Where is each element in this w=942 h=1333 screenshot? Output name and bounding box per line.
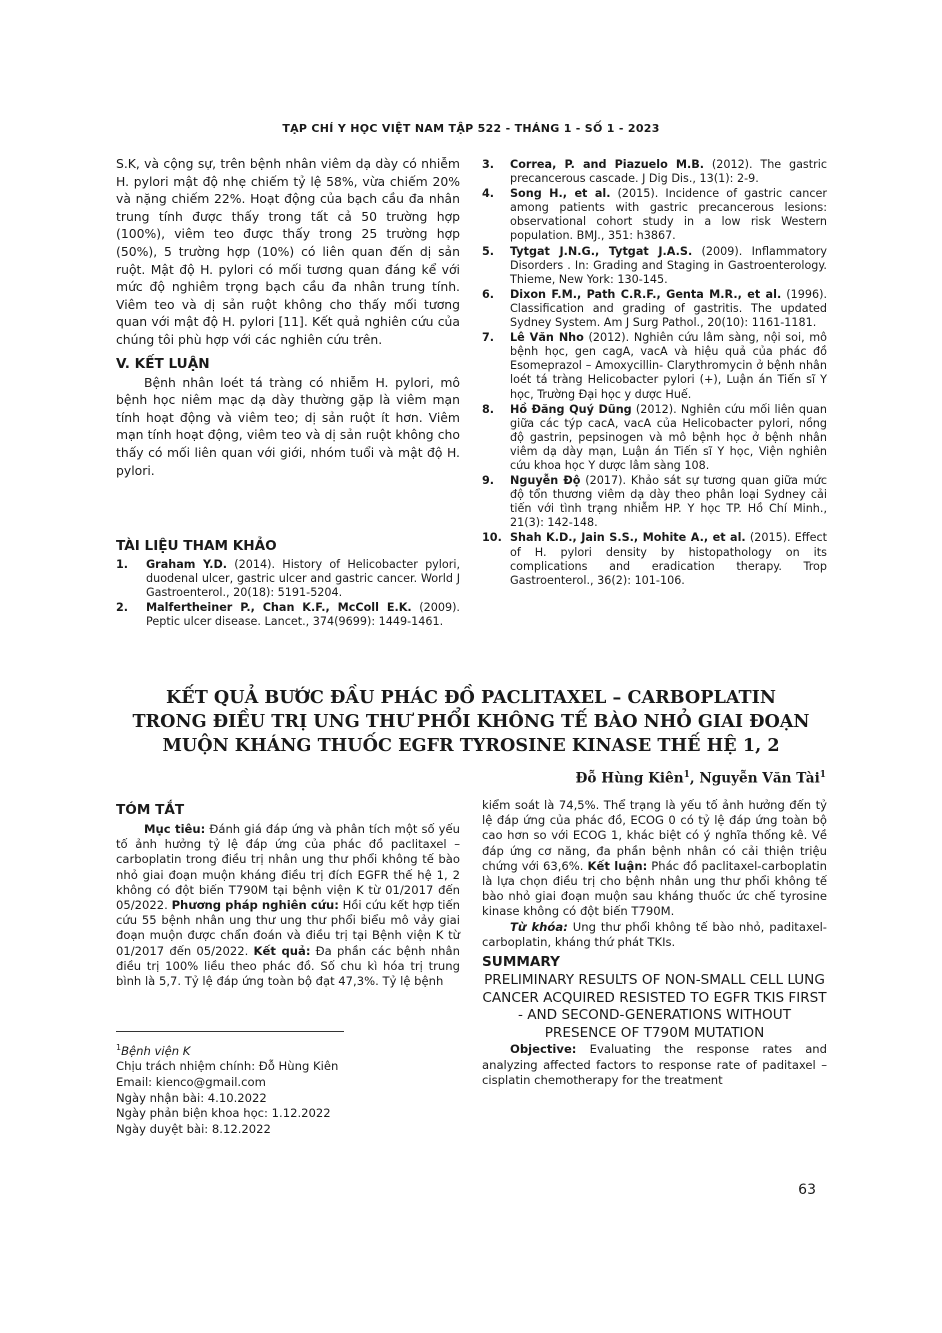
summary-paragraph: Objective: Evaluating the response rates and analyzing affected factors to response rate of paditaxel – cisplatin chemotherapy for the treatment [482, 1042, 827, 1087]
review-date: Ngày phản biện khoa học: 1.12.2022 [116, 1106, 331, 1121]
journal-header: TẠP CHÍ Y HỌC VIỆT NAM TẬP 522 - THÁNG 1 - SỐ 1 - 2023 [282, 122, 660, 135]
affiliation-note: $^1$Bệnh viện K [116, 1043, 191, 1058]
affiliation-mark: 1 [819, 770, 826, 780]
references-list-right [482, 158, 827, 589]
title-line: MUỘN KHÁNG THUỐC EGFR TYROSINE KINASE THẾ HỆ 1, 2 [162, 735, 780, 756]
reference-item: 1. Graham Y.D. (2014). History of Helicobacter pylori, duodenal ulcer, gastric ulcer and gastric cancer. World J Gastroenterol., 20(18): 5191-5204. [116, 558, 461, 600]
reference-item: 5. Tytgat J.N.G., Tytgat J.A.S. (2009). Inflammatory Disorders . In: Grading and Staging in Gastroenterology. Thieme, New York: 130-145. [482, 244, 828, 286]
conclusion-paragraph: Bệnh nhân loét tá tràng có nhiễm H. pylori, mô bệnh học niêm mạc dạ dày thường gặp là viêm mạn tính hoạt động và viêm teo; dị sản ruột ít hơn. Viêm mạn tính hoạt động, viêm teo và dị sản ruột không cho thấy có mối liên quan với giới, nhóm tuổi và mật độ H. pylori. [116, 374, 460, 478]
corresponding-author: Chịu trách nhiệm chính: Đỗ Hùng Kiên [116, 1059, 339, 1074]
email-note: Email: kienco@gmail.com [116, 1075, 266, 1090]
abstract-left-column [116, 822, 460, 989]
title-line: KẾT QUẢ BƯỚC ĐẦU PHÁC ĐỒ PACLITAXEL – CARBOPLATIN [166, 687, 776, 708]
reference-item: 8. Hồ Đăng Quý Dũng (2012). Nghiên cứu mối liên quan giữa các týp cacA, vacA của Helicobacter pylori, nồng độ gastrin, pepsinogen và mô bệnh học ở bệnh nhân viêm dạ dày mạn, Luận án Tiến sĩ Y học, Viện nghiên cứu khoa học Y dược lâm sàng 108. [482, 402, 828, 472]
discussion-paragraph: S.K, và cộng sự, trên bệnh nhân viêm dạ dày có nhiễm H. pylori mật độ nhẹ chiếm tỷ lệ 58%, vừa chiếm 20% và nặng chiếm 22%. Hoạt động của bạch cầu đa nhân trung tính được thấy trong tất cả 50 trường hợp (100%), viêm teo được thấy trong 25 trường hợp (50%), 5 trường hợp (10%) có liên quan đến dị sản ruột. Mật độ H. pylori có mối tương quan đáng kể với mức độ nghiêm trọng bạch cầu đa nhân trung tính. Viêm teo và dị sản ruột không cho thấy mối tương quan với mật độ H. pylori [11]. Kết quả nghiên cứu của chúng tôi phù hợp với các nghiên cứu trên. [116, 156, 460, 347]
reference-item: 6. Dixon F.M., Path C.R.F., Genta M.R., et al. (1996). Classification and grading of gastritis. The updated Sydney System. Am J Surg Pathol., 20(10): 1161-1181. [482, 287, 827, 330]
reference-item: 9. Nguyễn Độ (2017). Khảo sát sự tương quan giữa mức độ tổn thương viêm dạ dày theo phân loại Sydney cải tiến với tình trạng nhiễm HP. Y học TP. Hồ Chí Minh., 21(3): 142-148. [482, 474, 827, 530]
title-line: TRONG ĐIỀU TRỊ UNG THƯ PHỔI KHÔNG TẾ BÀO NHỎ GIAI ĐOẠN [132, 711, 810, 732]
abstract-right-column [482, 798, 827, 1088]
author-name: Đỗ Hùng Kiên [575, 770, 684, 787]
summary-heading: SUMMARY [482, 954, 560, 971]
affiliation-mark: 1 [683, 770, 690, 780]
references-list-left [116, 558, 460, 630]
left-top-column [116, 155, 460, 479]
conclusion-heading: V. KẾT LUẬN [116, 355, 210, 372]
reference-item: 3. Correa, P. and Piazuelo M.B. (2012). The gastric precancerous cascade. J Dig Dis., 13(1): 2-9. [482, 158, 828, 186]
keywords-paragraph: Từ khóa: Ung thư phổi không tế bào nhỏ, paditaxel-carboplatin, kháng thứ phát TKIs. [482, 919, 827, 949]
summary-title: PRELIMINARY RESULTS OF NON-SMALL CELL LUNG CANCER ACQUIRED RESISTED TO EGFR TKIS FIRST - AND SECOND-GENERATIONS WITHOUT PRESENCE OF T790M MUTATION [482, 972, 827, 1041]
article-title [60, 686, 882, 758]
reference-item: 4. Song H., et al. (2015). Incidence of gastric cancer among patients with gastric precancerous lesions: observational cohort study in a low risk Western population. BMJ., 351: h3867. [482, 187, 827, 243]
references-heading: TÀI LIỆU THAM KHẢO [116, 538, 277, 554]
page-number: 63 [798, 1182, 816, 1198]
reference-item: 7. Lê Văn Nho (2012). Nghiên cứu lâm sàng, nội soi, mô bệnh học, gen cagA, vacA và hiệu quả của phác đồ Esomeprazol – Amoxycillin- Clarythromycin ở bệnh nhân loét tá tràng Helicobacter pylori (+), Luận án Tiến sĩ Y học, Trường Đại học y dược Huế. [482, 331, 827, 401]
footnote-divider [116, 1031, 344, 1032]
footnotes [116, 1040, 460, 1137]
accepted-date: Ngày duyệt bài: 8.12.2022 [116, 1121, 271, 1136]
author-name: Nguyễn Văn Tài [699, 770, 820, 787]
abstract-paragraph: kiểm soát là 74,5%. Thể trạng là yếu tố ảnh hưởng đến tỷ lệ đáp ứng của phác đồ, ECOG 0 có tỷ lệ đáp ứng toàn bộ cao hơn so với ECOG 1, khác biệt có ý nghĩa thống kê. Về đáp ứng cơ năng, đa phần bệnh nhân có cải thiện triệu chứng với 63,6%. Kết luận: Phác đồ paclitaxel-carboplatin là lựa chọn điều trị cho bệnh nhân ung thư phổi không tế bào nhỏ giai đoạn muộn sau kháng thuốc ức chế tyrosine kinase không có đột biến T790M. [482, 798, 827, 919]
abstract-paragraph: Mục tiêu: Đánh giá đáp ứng và phân tích một số yếu tố ảnh hưởng tỷ lệ đáp ứng của phác đồ paclitaxel – carboplatin trong điều trị nhân ung thư phổi không tế bào nhỏ giai đoạn muộn kháng điều trị đích EGFR thế hệ 1, 2 không có đột biến T790M tại bệnh viện K từ 01/2017 đến 05/2022. Phương pháp nghiên cứu: Hồi cứu kết hợp tiến cứu 55 bệnh nhân ung thư ung thư phổi biểu mô vảy giai đoạn muộn được chẩn đoán và điều trị tại Bệnh viện K từ 01/2017 đến 05/2022. Kết quả: Đa phần các bệnh nhân điều trị 100% liều theo phác đồ. Số chu kì hóa trị trung bình là 5,7. Tỷ lệ đáp ứng toàn bộ đạt 47,3%. Tỷ lệ bệnh [116, 822, 460, 989]
received-date: Ngày nhận bài: 4.10.2022 [116, 1090, 267, 1105]
reference-item: 10. Shah K.D., Jain S.S., Mohite A., et al. (2015). Effect of H. pylori density by histopathology on its complications and eradication therapy. Trop Gastroenterol., 36(2): 101-106. [482, 531, 827, 587]
article-authors: Đỗ Hùng Kiên$^1$, Nguyễn Văn Tài$^1$ [575, 770, 826, 787]
abstract-heading: TÓM TẮT [116, 802, 185, 818]
reference-item: 2. Malfertheiner P., Chan K.F., McColl E.K. (2009). Peptic ulcer disease. Lancet., 374(9699): 1449-1461. [116, 601, 460, 629]
